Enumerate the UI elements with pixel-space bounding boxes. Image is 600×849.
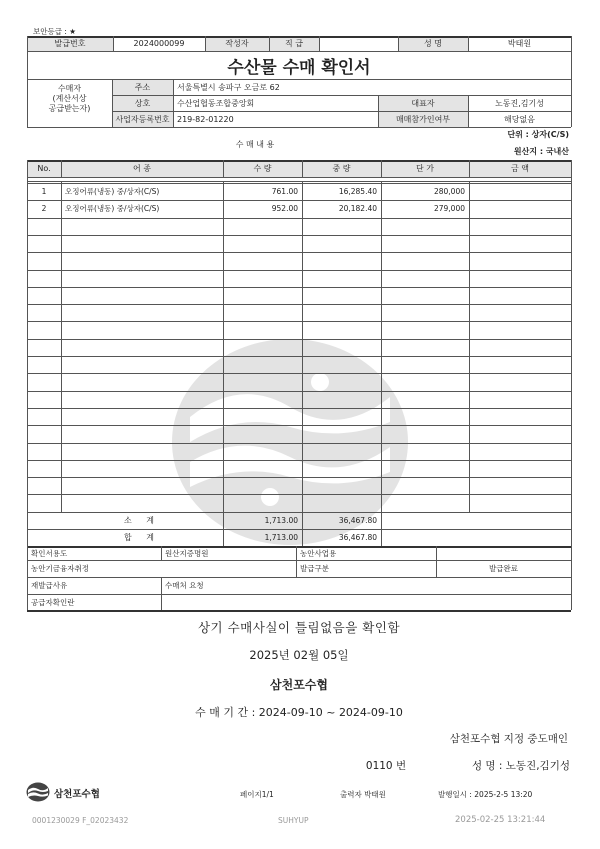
representative-name: 성 명 : 노동진,김기성 [471,760,570,772]
total-qty: 1,713.00 [264,533,298,542]
footer-issued: 발행일시 : 2025-2-5 13:20 [438,790,533,799]
rule-line [27,529,571,530]
rule-line [27,443,571,444]
member-label: 매매참가인여부 [378,111,468,127]
confirm-org: 삼천포수협 [270,678,328,692]
rule-line [27,460,571,461]
rule-line [27,200,571,201]
address-label: 주소 [112,79,173,95]
rule-line [27,252,571,253]
row-amount [469,200,571,217]
rule-line [61,181,62,512]
rule-line [27,127,571,128]
position-label: 직 급 [269,36,319,51]
issue-no-label: 발급번호 [27,36,113,51]
agri-cancel-label: 농안기금융자취정 [31,564,89,573]
rule-line [223,512,224,546]
agri-label: 농안사업용 [300,548,337,558]
rule-line [173,79,174,127]
reissue-label: 재발급사유 [31,581,68,590]
footer-page: 페이지1/1 [240,790,274,799]
rule-line [269,36,270,51]
rule-line [112,79,113,127]
buyer-label-line: 공급받는자) [48,104,91,113]
rule-line [112,111,571,112]
rule-line [27,160,571,162]
rule-line [296,546,297,560]
rule-line [27,408,571,409]
rule-line [296,560,297,577]
rule-line [27,546,571,548]
rep-value: 노동진,김기성 [495,98,544,108]
confirm-date: 2025년 02월 05일 [249,648,349,662]
row-fish: 오징어류(냉동) 중/상자(C/S) [65,204,160,213]
rule-line [381,160,382,177]
rep-label: 대표자 [378,95,468,111]
rule-line [436,560,437,577]
rule-line [27,546,28,610]
rule-line [205,36,206,51]
issue-type-label: 발급구분 [300,564,329,573]
rule-line [27,373,571,374]
row-amount [469,183,571,200]
total-weight: 36,467.80 [338,533,377,542]
unit-text: 단위 : 상자(C/S) [507,130,569,139]
origin-text: 원산지 : 국내산 [513,147,569,156]
rule-line [398,36,399,51]
member-value: 해당없음 [504,114,535,124]
reg-label: 사업자등록번호 [112,111,173,127]
security-level: 보안등급 : ★ [33,27,76,36]
rule-line [469,181,470,512]
origin-cert-label: 원산지증명원 [165,548,209,558]
issue-no: 2024000099 [133,39,185,48]
rule-line [302,512,303,546]
subtotal-qty: 1,713.00 [264,516,298,525]
col-header: 단 가 [381,160,469,177]
row-no: 1 [41,187,47,196]
purpose-label: 확인서용도 [31,548,68,558]
rule-line [61,160,62,177]
member-number: 0110 번 [365,760,407,772]
name-label: 성 명 [398,36,468,51]
rule-line [27,218,571,219]
system-name: SUHYUP [278,816,309,825]
confirm-statement: 상기 수매사실이 틀림없음을 확인함 [197,620,401,635]
address-value: 서울특별시 송파구 오금로 62 [177,82,280,92]
rule-line [27,512,571,513]
rule-line [161,577,162,610]
market-name: 삼천포수협 지정 중도매인 [449,733,568,745]
rule-line [27,235,571,236]
rule-line [319,36,320,51]
rule-line [223,160,224,177]
rule-line [468,36,469,51]
row-price: 279,000 [433,204,465,213]
document-title: 수산물 수매 확인서 [227,58,371,78]
company-value: 수산업협동조합중앙회 [177,98,255,108]
rule-line [302,181,303,512]
rule-line [302,160,303,177]
rule-line [378,95,379,127]
rule-line [27,51,571,52]
row-no: 2 [41,204,47,213]
rule-line [27,270,571,271]
footer-logo-text: 삼천포수협 [54,789,100,800]
rule-line [27,79,571,80]
rule-line [571,160,572,546]
company-label: 상호 [112,95,173,111]
rule-line [27,494,571,495]
rule-line [27,304,571,305]
rule-line [27,594,571,595]
subtotal-label: 소 계 [124,516,160,525]
rule-line [571,546,572,610]
rule-line [27,425,571,426]
rule-line [468,95,469,127]
rule-line [27,339,571,340]
reg-value: 219-82-01220 [177,114,234,124]
rule-line [27,356,571,357]
purchase-period: 수 매 기 간 : 2024-09-10 ~ 2024-09-10 [195,706,403,719]
writer-label: 작성자 [205,36,269,51]
subtotal-weight: 36,467.80 [338,516,377,525]
rule-line [436,546,437,560]
rule-line [27,391,571,392]
row-qty: 761.00 [271,187,298,196]
row-qty: 952.00 [271,204,298,213]
rule-line [27,36,28,127]
total-label: 합 계 [124,533,160,542]
col-header: 금 액 [469,160,571,177]
issue-type-value: 발급완료 [489,564,518,573]
rule-line [469,160,470,177]
col-header: No. [27,160,61,177]
row-price: 280,000 [433,187,465,196]
print-timestamp: 2025-02-25 13:21:44 [455,815,546,825]
buyer-label-line: 수매자 [57,84,82,93]
doc-code: 0001230029 F_02023432 [32,816,129,825]
rule-line [381,512,382,546]
col-header: 어 종 [61,160,223,177]
rule-line [112,95,571,96]
rule-line [27,477,571,478]
reissue-value: 수매처 요청 [165,581,204,590]
rule-line [27,560,571,561]
col-header: 수 량 [223,160,302,177]
rule-line [571,36,572,127]
rule-line [27,177,571,178]
col-header: 중 량 [302,160,381,177]
rule-line [27,610,571,612]
rule-line [223,181,224,512]
rule-line [161,546,162,560]
buyer-label-line: (계산서상 [52,94,87,103]
suhyup-logo-icon [26,782,50,802]
supplier-label: 공급자확인란 [31,597,75,607]
rule-line [113,36,114,51]
rule-line [27,183,571,184]
buyer-label [27,84,112,114]
rule-line [27,36,571,38]
section-label: 수 매 내 용 [235,139,275,149]
rule-line [27,321,571,322]
rule-line [381,181,382,512]
rule-line [27,287,571,288]
footer-printer: 출력자 박태원 [340,790,386,799]
rule-line [27,181,571,182]
row-weight: 20,182.40 [338,204,377,213]
rule-line [27,577,571,578]
row-weight: 16,285.40 [338,187,377,196]
name-value: 박태원 [507,39,532,48]
row-fish: 오징어류(냉동) 중/상자(C/S) [65,187,160,196]
